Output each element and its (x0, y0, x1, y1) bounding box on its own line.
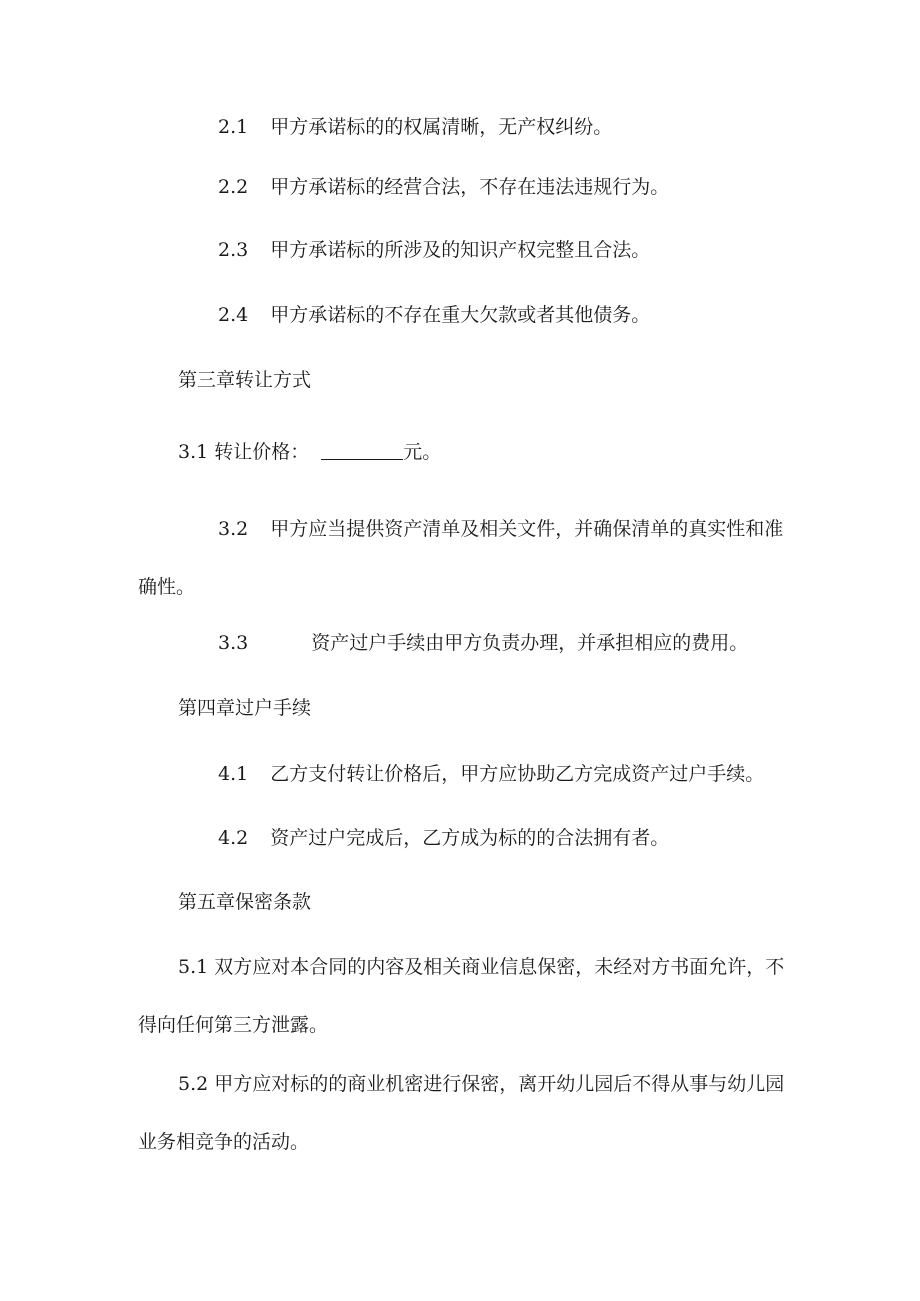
clause-5-2: 5.2 甲方应对标的的商业机密进行保密，离开幼儿园后不得从事与幼儿园业务相竞争的活动。 (138, 1073, 785, 1153)
clause-3-3 (138, 628, 798, 658)
clause-text: 资产过户完成后，乙方成为标的的合法拥有者。 (270, 827, 670, 849)
clause-4-2 (138, 823, 798, 853)
clause-number: 3.3 (218, 632, 249, 654)
clause-4-1 (138, 759, 798, 789)
clause-text: 甲方承诺标的不存在重大欠款或者其他债务。 (270, 304, 651, 326)
clause-text: 甲方承诺标的经营合法，不存在违法违规行为。 (270, 176, 670, 198)
price-blank (321, 439, 403, 460)
clause-number: 3.2 (218, 518, 249, 540)
clause-number: 2.3 (218, 239, 249, 261)
clause-text: 资产过户手续由甲方负责办理，并承担相应的费用。 (311, 632, 749, 654)
clause-2-4 (138, 300, 798, 330)
clause-number: 2.2 (218, 176, 249, 198)
clause-3-2 (138, 500, 798, 616)
clause-3-1 (138, 437, 798, 467)
clause-text: 甲方应当提供资产清单及相关文件，并确保清单的真实性和准确性。 (138, 518, 784, 598)
chapter-heading-4: 第四章过户手续 (178, 697, 312, 719)
price-label: 3.1 转让价格： (178, 441, 310, 463)
price-unit: 元。 (403, 441, 442, 463)
chapter-heading-3: 第三章转让方式 (178, 369, 312, 391)
clause-text: 甲方承诺标的所涉及的知识产权完整且合法。 (270, 239, 651, 261)
clause-number: 2.1 (218, 116, 249, 138)
clause-number: 4.2 (218, 827, 249, 849)
clause-text: 乙方支付转让价格后，甲方应协助乙方完成资产过户手续。 (270, 763, 765, 785)
clause-2-3 (138, 235, 798, 265)
clause-2-1 (138, 112, 798, 142)
clause-number: 2.4 (218, 304, 249, 326)
clause-text: 甲方承诺标的的权属清晰，无产权纠纷。 (270, 116, 613, 138)
clause-number: 4.1 (218, 763, 249, 785)
clause-5-1: 5.1 双方应对本合同的内容及相关商业信息保密，未经对方书面允许，不得向任何第三方泄露。 (138, 956, 785, 1036)
chapter-heading-5: 第五章保密条款 (178, 891, 312, 913)
clause-2-2 (138, 172, 798, 202)
